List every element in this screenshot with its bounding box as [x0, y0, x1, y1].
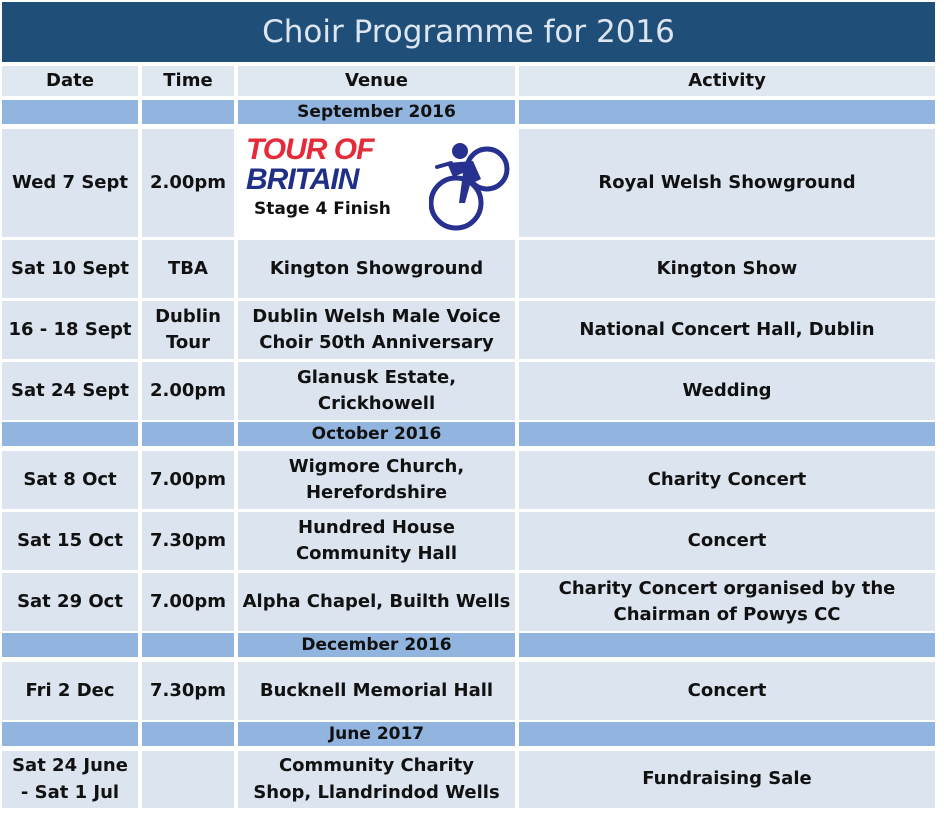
month-spacer: [2, 422, 138, 446]
event-date: Sat 8 Oct: [2, 451, 138, 509]
event-activity: Concert: [519, 662, 935, 720]
event-time: 7.30pm: [142, 662, 234, 720]
tour-of-britain-logo: [238, 129, 515, 237]
table-row: [0, 237, 940, 298]
event-date: Sat 24 Sept: [2, 362, 138, 420]
month-row: [0, 98, 940, 126]
month-spacer: [519, 633, 935, 657]
event-date: Sat 10 Sept: [2, 240, 138, 298]
month-spacer: [519, 422, 935, 446]
month-row: [0, 720, 940, 748]
event-date: 16 - 18 Sept: [2, 301, 138, 359]
event-activity: Charity Concert organised by the Chairman of Powys CC: [519, 573, 935, 631]
header-time: Time: [142, 66, 234, 96]
table-header-row: [0, 64, 940, 98]
month-label: September 2016: [238, 100, 515, 124]
table-row: [0, 298, 940, 359]
event-date: Fri 2 Dec: [2, 662, 138, 720]
event-time: Dublin Tour: [142, 301, 234, 359]
month-spacer: [142, 633, 234, 657]
event-venue: Hundred House Community Hall: [238, 512, 515, 570]
event-time: 7.00pm: [142, 573, 234, 631]
table-row: [0, 126, 940, 237]
event-date: Wed 7 Sept: [2, 129, 138, 237]
month-spacer: [2, 633, 138, 657]
event-date: Sat 24 June - Sat 1 Jul: [2, 751, 138, 808]
event-venue: Community Charity Shop, Llandrindod Wells: [238, 751, 515, 808]
table-row: [0, 659, 940, 720]
programme-table: [0, 64, 940, 808]
month-spacer: [2, 100, 138, 124]
month-spacer: [142, 422, 234, 446]
event-activity: Royal Welsh Showground: [519, 129, 935, 237]
month-row: [0, 631, 940, 659]
month-row: [0, 420, 940, 448]
month-spacer: [519, 100, 935, 124]
event-time: 2.00pm: [142, 362, 234, 420]
event-time: [142, 751, 234, 808]
month-spacer: [142, 722, 234, 746]
event-venue: Dublin Welsh Male Voice Choir 50th Anniversary: [238, 301, 515, 359]
event-activity: Charity Concert: [519, 451, 935, 509]
month-label: December 2016: [238, 633, 515, 657]
event-activity: National Concert Hall, Dublin: [519, 301, 935, 359]
month-label: October 2016: [238, 422, 515, 446]
event-venue: Alpha Chapel, Builth Wells: [238, 573, 515, 631]
event-activity: Concert: [519, 512, 935, 570]
event-date: Sat 15 Oct: [2, 512, 138, 570]
header-date: Date: [2, 66, 138, 96]
event-venue: Bucknell Memorial Hall: [238, 662, 515, 720]
table-row: [0, 448, 940, 509]
event-venue: Glanusk Estate, Crickhowell: [238, 362, 515, 420]
logo-caption: Stage 4 Finish: [254, 199, 391, 219]
header-venue: Venue: [238, 66, 515, 96]
table-row: [0, 748, 940, 808]
event-venue: Wigmore Church, Herefordshire: [238, 451, 515, 509]
month-label: June 2017: [238, 722, 515, 746]
table-row: [0, 570, 940, 631]
event-date: Sat 29 Oct: [2, 573, 138, 631]
month-spacer: [142, 100, 234, 124]
event-venue: Kington Showground: [238, 240, 515, 298]
event-activity: Wedding: [519, 362, 935, 420]
logo-line1: TOUR OF: [246, 133, 374, 166]
cyclist-icon: [429, 133, 511, 237]
event-time: 7.30pm: [142, 512, 234, 570]
header-activity: Activity: [519, 66, 935, 96]
event-activity: Kington Show: [519, 240, 935, 298]
event-time: 2.00pm: [142, 129, 234, 237]
table-row: [0, 509, 940, 570]
logo-line2: BRITAIN: [246, 163, 359, 196]
page-title: Choir Programme for 2016: [2, 2, 935, 62]
month-spacer: [2, 722, 138, 746]
event-activity: Fundraising Sale: [519, 751, 935, 808]
event-time: TBA: [142, 240, 234, 298]
month-spacer: [519, 722, 935, 746]
event-time: 7.00pm: [142, 451, 234, 509]
table-row: [0, 359, 940, 420]
